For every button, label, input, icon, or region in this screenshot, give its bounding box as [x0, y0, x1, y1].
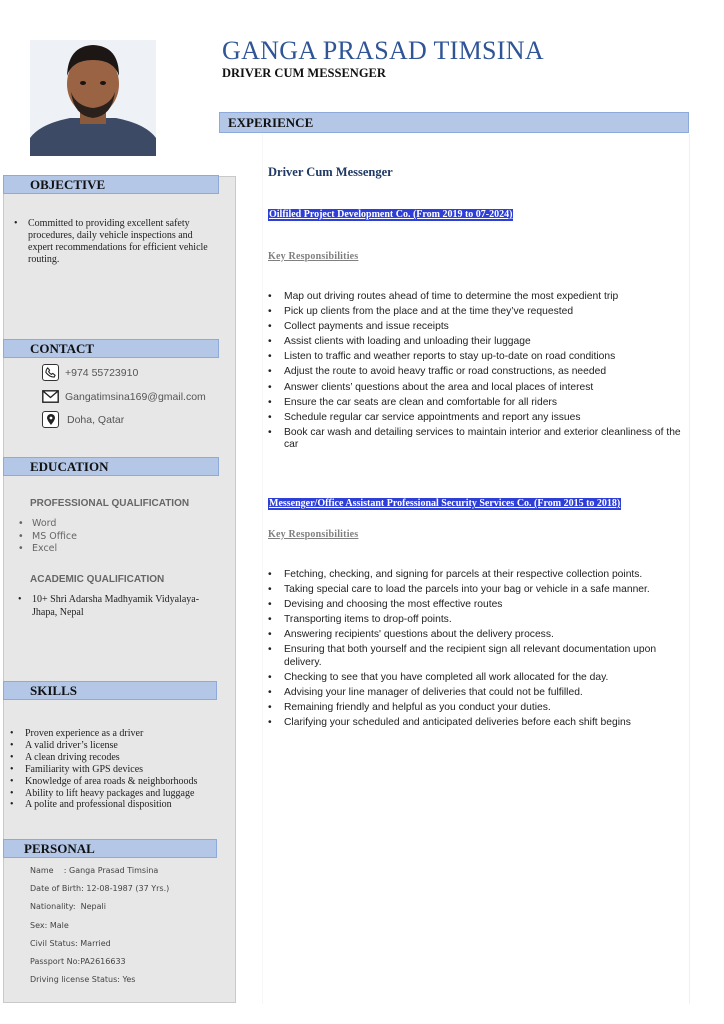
skills-list: [10, 728, 235, 811]
personal-item: Sex: Male: [30, 920, 69, 930]
list-item: • Schedule regular car service appointments and report any issues: [268, 412, 686, 425]
list-item: • Devising and choosing the most effective routes: [268, 599, 686, 612]
list-item: • Answer clients’ questions about the area and local places of interest: [268, 382, 686, 395]
personal-item: Name : Ganga Prasad Timsina: [30, 866, 159, 875]
list-item: • Fetching, checking, and signing for parcels at their respective collection points.: [268, 569, 686, 582]
envelope-icon: [42, 388, 59, 405]
company-1: Oilfiled Project Development Co. (From 2019 to 07-2024): [269, 209, 513, 220]
list-item: • Ensure the car seats are clean and comfortable for all riders: [268, 397, 686, 410]
location-text: Doha, Qatar: [67, 413, 125, 426]
objective-list: [14, 218, 210, 266]
list-item: • Knowledge of area roads & neighborhoods: [10, 776, 235, 788]
phone-icon: [42, 364, 59, 381]
skills-heading: SKILLS: [3, 681, 217, 700]
list-item: • Assist clients with loading and unloading their luggage: [268, 336, 686, 349]
avatar: [30, 40, 156, 156]
location-pin-icon: [42, 411, 59, 428]
list-item: • Collect payments and issue receipts: [268, 321, 686, 334]
contact-email: [42, 388, 206, 405]
personal-item: Passport No:PA2616633: [30, 956, 126, 966]
list-item: • MS Office: [18, 531, 77, 544]
candidate-subtitle: DRIVER CUM MESSENGER: [222, 66, 386, 80]
job-title: Driver Cum Messenger: [268, 165, 393, 179]
list-item: • Taking special care to load the parcels into your bag or vehicle in a safe manner.: [268, 584, 686, 597]
list-item: • Map out driving routes ahead of time to determine the most expedient trip: [268, 291, 686, 304]
responsibilities-list-2: [268, 569, 686, 732]
list-item: • Adjust the route to avoid heavy traffic or road constructions, as needed: [268, 366, 686, 379]
profile-photo: [30, 40, 156, 156]
phone-text[interactable]: +974 55723910: [65, 366, 139, 379]
personal-item: Civil Status: Married: [30, 938, 111, 948]
personal-item: Nationality: Nepali: [30, 902, 106, 912]
personal-item: Driving license Status: Yes: [30, 975, 136, 985]
professional-list: [18, 518, 77, 556]
list-item: • Answering recipients' questions about the delivery process.: [268, 629, 686, 642]
personal-heading: PERSONAL: [3, 839, 217, 858]
contact-heading: CONTACT: [3, 339, 219, 358]
company-2: Messenger/Office Assistant Professional Security Services Co. (From 2015 to 2018): [269, 498, 621, 509]
key-responsibilities-label: Key Responsibilities: [268, 251, 359, 262]
personal-details: [30, 866, 169, 993]
list-item: • Excel: [18, 543, 77, 556]
personal-item: Date of Birth: 12-08-1987 (37 Yrs.): [30, 884, 170, 894]
responsibilities-list-1: [268, 291, 686, 454]
candidate-name: GANGA PRASAD TIMSINA: [222, 36, 544, 65]
objective-heading: OBJECTIVE: [3, 175, 219, 194]
contact-phone: [42, 364, 138, 381]
list-item: • Familiarity with GPS devices: [10, 764, 235, 776]
list-item: • Transporting items to drop-off points.: [268, 614, 686, 627]
objective-item: • Committed to providing excellent safety procedures, daily vehicle inspections and expert recommendations for efficient vehicle routing.: [14, 218, 210, 266]
education-heading: EDUCATION: [3, 457, 219, 476]
list-item: • Checking to see that you have completed all work allocated for the day.: [268, 672, 686, 685]
list-item: • A polite and professional disposition: [10, 799, 235, 811]
list-item: • Pick up clients from the place and at the time they’ve requested: [268, 306, 686, 319]
list-item: • Proven experience as a driver: [10, 728, 235, 740]
email-text[interactable]: Gangatimsina169@gmail.com: [65, 390, 206, 403]
list-item: • Ensuring that both yourself and the recipient sign all relevant documentation upon delivery.: [268, 644, 686, 669]
key-responsibilities-label: Key Responsibilities: [268, 529, 359, 540]
list-item: • 10+ Shri Adarsha Madhyamik Vidyalaya-Jhapa, Nepal: [18, 594, 208, 619]
academic-qualification-heading: ACADEMIC QUALIFICATION: [30, 574, 165, 585]
contact-location: [42, 411, 124, 428]
list-item: • A clean driving recodes: [10, 752, 235, 764]
list-item: • Ability to lift heavy packages and luggage: [10, 788, 235, 800]
list-item: • Book car wash and detailing services to maintain interior and exterior cleanliness of the car: [268, 427, 686, 452]
academic-list: [18, 594, 208, 619]
list-item: • A valid driver’s license: [10, 740, 235, 752]
list-item: • Advising your line manager of deliveries that could not be fulfilled.: [268, 687, 686, 700]
experience-heading: EXPERIENCE: [219, 112, 689, 133]
list-item: • Word: [18, 518, 77, 531]
list-item: • Remaining friendly and helpful as you conduct your duties.: [268, 702, 686, 715]
list-item: • Clarifying your scheduled and anticipated deliveries before each shift begins: [268, 717, 686, 730]
list-item: • Listen to traffic and weather reports to stay up-to-date on road conditions: [268, 351, 686, 364]
professional-qualification-heading: PROFESSIONAL QUALIFICATION: [30, 498, 190, 509]
